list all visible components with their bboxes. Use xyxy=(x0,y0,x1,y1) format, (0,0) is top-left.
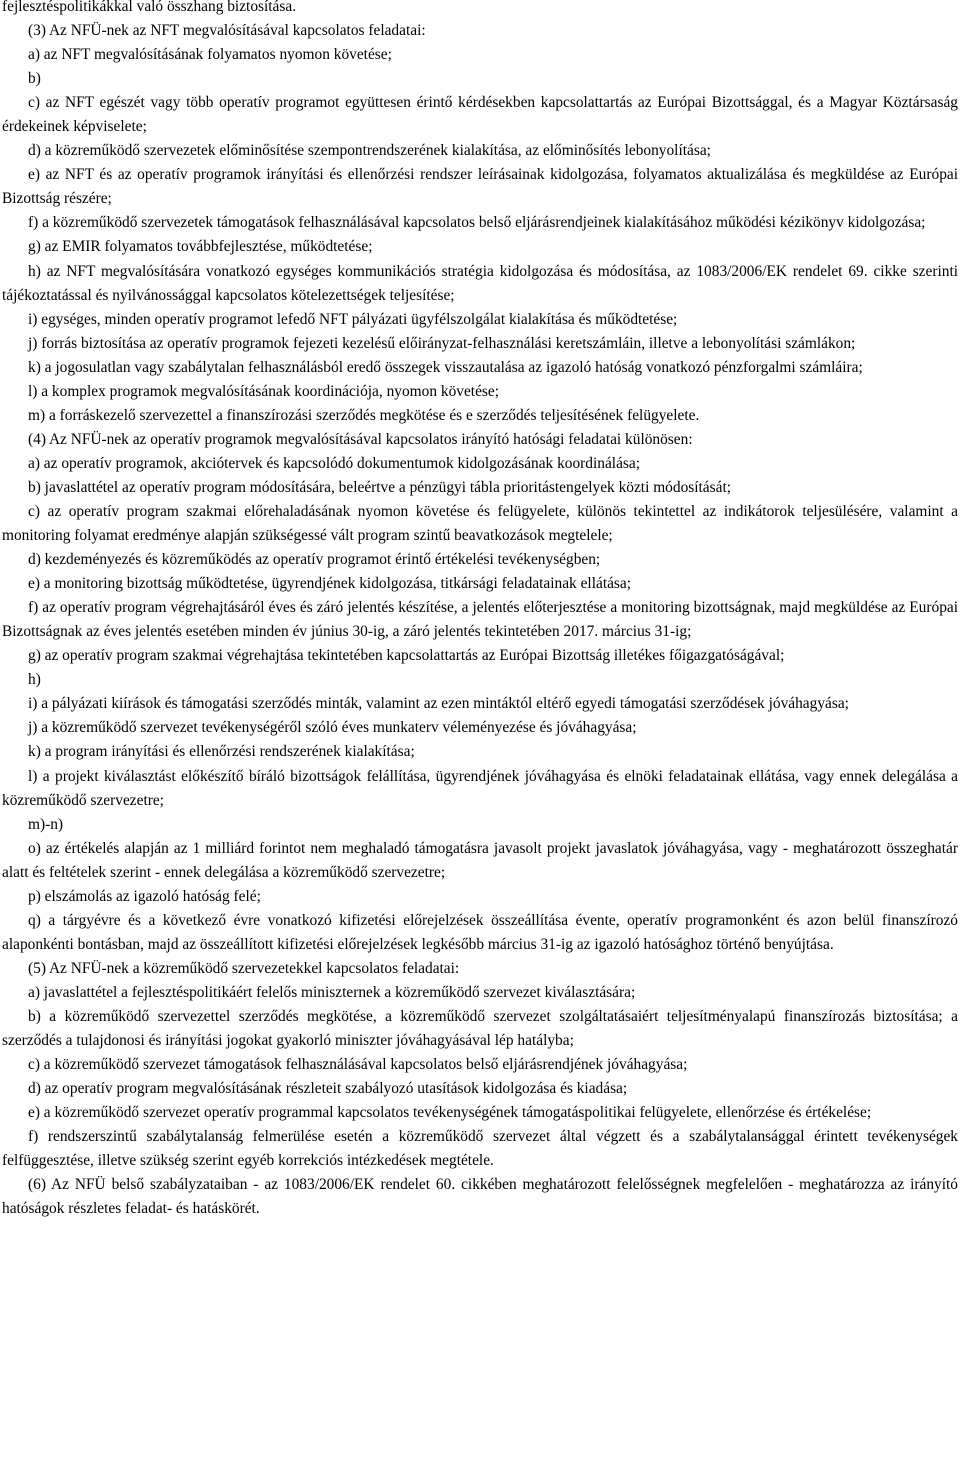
section-5-heading: (5) Az NFÜ-nek a közreműködő szervezetekkel kapcsolatos feladatai: xyxy=(28,959,460,977)
paragraph-continuation: fejlesztéspolitikákkal való összhang biztosítása. xyxy=(2,0,297,15)
list-item-4p: p) elszámolás az igazoló hatóság felé; xyxy=(28,887,261,905)
list-item-3h: h) az NFT megvalósítására vonatkozó egységes kommunikációs stratégia kidolgozása és módosítása, az 1083/2006/EK rendelet 69. cikke szerinti tájékoztatással és nyilvánossággal kapcsolatos kötelezettségek teljesítése; xyxy=(2,262,958,304)
list-item-4k: k) a program irányítási és ellenőrzési rendszerének kialakítása; xyxy=(28,743,415,761)
section-4-heading: (4) Az NFÜ-nek az operatív programok megvalósításával kapcsolatos irányító hatósági feladatai különösen: xyxy=(28,430,693,448)
list-item-4j: j) a közreműködő szervezet tevékenységéről szóló éves munkaterv véleményezése és jóváhagyása; xyxy=(28,719,637,737)
list-item-5c: c) a közreműködő szervezet támogatások felhasználásával kapcsolatos belső eljárásrendjének jóváhagyása; xyxy=(28,1056,688,1074)
list-item-5e: e) a közreműködő szervezet operatív programmal kapcsolatos tevékenységének támogatáspolitikai felügyelete, ellenőrzése és értékelése; xyxy=(28,1104,872,1122)
list-item-4h: h) xyxy=(28,671,41,689)
list-item-3e: e) az NFT és az operatív programok irányítási és ellenőrzési rendszer leírásainak kidolgozása, folyamatos aktualizálása és megküldése az Európai Bizottság részére; xyxy=(2,166,958,208)
list-item-5a: a) javaslattétel a fejlesztéspolitikáért felelős miniszternek a közreműködő szervezet kiválasztására; xyxy=(28,983,636,1001)
list-item-3f: f) a közreműködő szervezetek támogatások felhasználásával kapcsolatos belső eljárásrendjeinek kialakításához működési kézikönyv kidolgozása; xyxy=(28,214,926,232)
list-item-4l: l) a projekt kiválasztást előkészítő bíráló bizottságok felállítása, ügyrendjének jóváhagyása és elnöki feladatainak ellátása, vagy ennek delegálása a közreműködő szervezetre; xyxy=(2,767,958,809)
list-item-4i: i) a pályázati kiírások és támogatási szerződés minták, valamint az ezen mintáktól eltérő egyedi támogatási szerződések jóváhagyása; xyxy=(28,695,849,713)
list-item-4q: q) a tárgyévre és a következő évre vonatkozó kifizetési előrejelzések összeállítása évente, operatív programonként és azon belül finanszírozó alaponkénti bontásban, majd az összeállított kifizetési előrejelzések legkésőbb március 31-ig az igazoló hatósághoz történő benyújtása. xyxy=(2,911,958,953)
list-item-5b: b) a közreműködő szervezettel szerződés megkötése, a közreműködő szervezet szolgáltatásaiért teljesítményalapú finanszírozás biztosítása; a szerződés a tulajdonosi és irányítási jogokat gyakorló miniszter jóváhagyásával lép hatályba; xyxy=(2,1007,958,1050)
list-item-3m: m) a forráskezelő szervezettel a finanszírozási szerződés megkötése és e szerződés teljesítésének felügyelete. xyxy=(28,406,700,424)
list-item-5f: f) rendszerszintű szabálytalanság felmerülése esetén a közreműködő szervezet által végzett és a szabálytalansággal érintett tevékenységek felfüggesztése, illetve szükség szerint egyéb korrekciós intézkedések megtétele. xyxy=(2,1128,958,1170)
list-item-4c: c) az operatív program szakmai előrehaladásának nyomon követése és felügyelete, különös tekintettel az indikátorok teljesülésére, valamint a monitoring folyamat eredménye alapján szükségessé vált program szintű beavatkozások megtelele; xyxy=(2,502,958,545)
list-item-3c: c) az NFT egészét vagy több operatív programot együttesen érintő kérdésekben kapcsolattartás az Európai Bizottsággal, és a Magyar Köztársaság érdekeinek képviselete; xyxy=(2,94,958,136)
list-item-4f: f) az operatív program végrehajtásáról éves és záró jelentés készítése, a jelentés előterjesztése a monitoring bizottságnak, majd megküldése az Európai Bizottságnak az éves jelentés esetében minden év június 30-ig, a záró jelentés tekintetében 2017. március 31-ig; xyxy=(2,599,958,641)
list-item-5d: d) az operatív program megvalósításának részleteit szabályozó utasítások kidolgozása és kiadása; xyxy=(28,1080,628,1098)
list-item-3d: d) a közreműködő szervezetek előminősítése szempontrendszerének kialakítása, az előminősítés lebonyolítása; xyxy=(28,142,711,160)
list-item-3l: l) a komplex programok megvalósításának koordinációja, nyomon követése; xyxy=(28,382,499,400)
list-item-4o: o) az értékelés alapján az 1 milliárd forintot nem meghaladó támogatásra javasolt projekt javaslatok jóváhagyása, vagy - meghatározott összeghatár alatt és feltételek szerint - ennek delegálása a közreműködő szervezetre; xyxy=(2,839,958,881)
list-item-3k: k) a jogosulatlan vagy szabálytalan felhasználásból eredő összegek visszautalása az igazoló hatóság vonatkozó pénzforgalmi számláira; xyxy=(28,358,863,376)
list-item-4a: a) az operatív programok, akciótervek és kapcsolódó dokumentumok kidolgozásának koordinálása; xyxy=(28,454,641,472)
list-item-4b: b) javaslattétel az operatív program módosítására, beleértve a pénzügyi tábla prioritástengelyek közti módosítását; xyxy=(28,478,732,496)
list-item-3b: b) xyxy=(28,70,41,88)
section-3-heading: (3) Az NFÜ-nek az NFT megvalósításával kapcsolatos feladatai: xyxy=(28,22,426,40)
list-item-4g: g) az operatív program szakmai végrehajtása tekintetében kapcsolattartás az Európai Bizottság illetékes főigazgatóságával; xyxy=(28,647,785,665)
list-item-3g: g) az EMIR folyamatos továbbfejlesztése, működtetése; xyxy=(28,238,373,256)
section-6-heading: (6) Az NFÜ belső szabályzataiban - az 1083/2006/EK rendelet 60. cikkében meghatározott felelősségnek megfelelően - meghatározza az irányító hatóságok részletes feladat- és hatáskörét. xyxy=(2,1176,958,1218)
list-item-4d: d) kezdeményezés és közreműködés az operatív programot érintő értékelési tevékenységben; xyxy=(28,551,601,569)
list-item-4e: e) a monitoring bizottság működtetése, ügyrendjének kidolgozása, titkársági feladatainak ellátása; xyxy=(28,575,632,593)
list-item-3a: a) az NFT megvalósításának folyamatos nyomon követése; xyxy=(28,46,392,64)
list-item-3i: i) egységes, minden operatív programot lefedő NFT pályázati ügyfélszolgálat kialakítása és működtetése; xyxy=(28,310,678,328)
list-item-3j: j) forrás biztosítása az operatív programok fejezeti kezelésű előirányzat-felhasználási keretszámláin, illetve a lebonyolítási számlákon; xyxy=(28,334,856,352)
list-item-4m-n: m)-n) xyxy=(28,815,64,833)
